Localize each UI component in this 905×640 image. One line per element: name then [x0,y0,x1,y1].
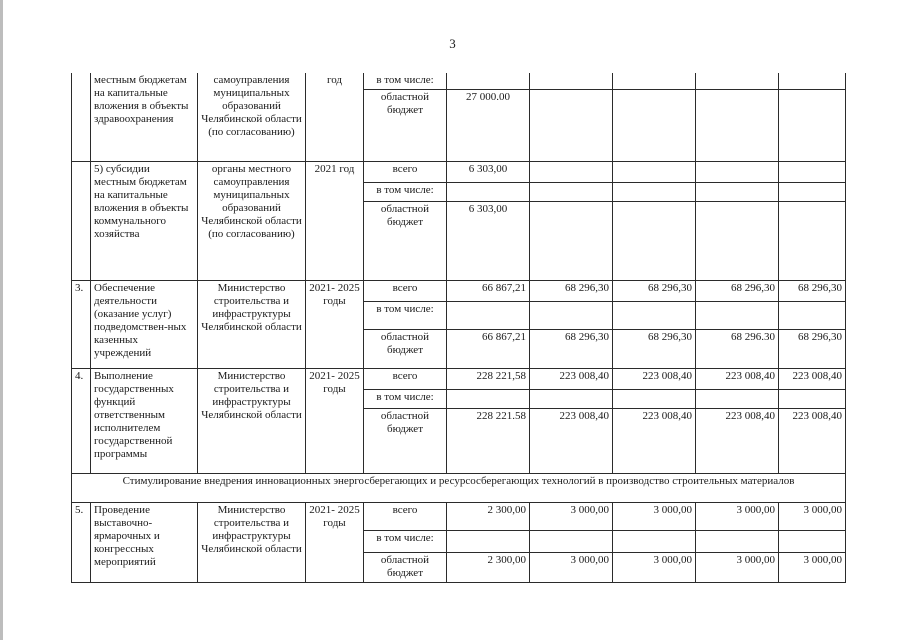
value-cell: 223 008,40 [696,408,779,473]
regional-budget-label: областной бюджет [364,408,447,473]
regional-budget-label: областной бюджет [364,329,447,368]
measure-name: 5) субсидии местным бюджетам на капитальные вложения в объекты коммунального хозяйства [91,161,198,280]
measure-name: Обеспечение деятельности (оказание услуг) подведомствен-ных казенных учреждений [91,280,198,368]
table-row [72,280,846,301]
value-cell: 223 008,40 [530,368,613,389]
value-cell: 68 296,30 [613,329,696,368]
value-cell: 6 303,00 [447,161,530,182]
table-row [72,502,846,530]
value-cell: 68 296.30 [696,329,779,368]
total-label: всего [364,280,447,301]
executor: самоуправления муниципальных образований Челябинской области (по согласованию) [198,73,306,161]
value-cell: 223 008,40 [530,408,613,473]
row-number: 4. [72,368,91,473]
value-cell: 3 000,00 [613,502,696,530]
measure-name: местным бюджетам на капитальные вложения в объекты здравоохранения [91,73,198,161]
measure-name: Проведение выставочно-ярмарочных и конгрессных мероприятий [91,502,198,582]
value-cell: 6 303,00 [447,201,530,280]
value-cell: 66 867,21 [447,329,530,368]
value-cell: 228 221.58 [447,408,530,473]
value-cell: 3 000,00 [530,502,613,530]
row-number: 5. [72,502,91,582]
period: 2021- 2025 годы [306,502,364,582]
value-cell: 228 221,58 [447,368,530,389]
table-row [72,161,846,182]
value-cell: 223 008,40 [779,408,846,473]
value-cell: 223 008,40 [779,368,846,389]
total-label: всего [364,161,447,182]
including-label: в том числе: [364,389,447,408]
total-label: всего [364,368,447,389]
measure-name: Выполнение государственных функций ответственным исполнителем государственной программы [91,368,198,473]
value-cell: 223 008,40 [613,368,696,389]
row-number-cell [72,73,91,161]
regional-budget-label: областной бюджет [364,89,447,161]
executor: Министерство строительства и инфраструктуры Челябинской области [198,368,306,473]
including-label: в том числе: [364,73,447,89]
total-label: всего [364,502,447,530]
section-heading: Стимулирование внедрения инновационных энергосберегающих и ресурсосберегающих технологий в производство строительных материалов [72,473,846,502]
executor: Министерство строительства и инфраструктуры Челябинской области [198,280,306,368]
table-row [72,368,846,389]
page-number: 3 [449,36,456,51]
value-cell: 68 296,30 [613,280,696,301]
including-label: в том числе: [364,182,447,201]
value-cell: 223 008,40 [613,408,696,473]
value-cell: 68 296,30 [779,280,846,301]
value-cell: 27 000.00 [447,89,530,161]
value-cell: 2 300,00 [447,552,530,582]
period: 2021 год [306,161,364,280]
value-cell: 3 000,00 [779,502,846,530]
value-cell: 3 000,00 [696,502,779,530]
including-label: в том числе: [364,301,447,329]
period: 2021- 2025 годы [306,368,364,473]
including-label: в том числе: [364,530,447,552]
period: 2021- 2025 годы [306,280,364,368]
value-cell: 3 000,00 [530,552,613,582]
value-cell: 3 000,00 [779,552,846,582]
scan-edge [0,0,3,640]
budget-table [71,73,846,583]
table-row [72,473,846,502]
value-cell: 66 867,21 [447,280,530,301]
value-cell: 68 296,30 [530,280,613,301]
value-cell: 68 296,30 [779,329,846,368]
executor: органы местного самоуправления муниципальных образований Челябинской области (по согласованию) [198,161,306,280]
value-cell: 223 008,40 [696,368,779,389]
executor: Министерство строительства и инфраструктуры Челябинской области [198,502,306,582]
value-cell: 68 296,30 [696,280,779,301]
value-cell: 3 000,00 [696,552,779,582]
regional-budget-label: областной бюджет [364,201,447,280]
row-number: 3. [72,280,91,368]
value-cell: 2 300,00 [447,502,530,530]
table-row [72,73,846,89]
row-number-cell [72,161,91,280]
period: год [306,73,364,161]
regional-budget-label: областной бюджет [364,552,447,582]
value-cell: 68 296,30 [530,329,613,368]
value-cell: 3 000,00 [613,552,696,582]
